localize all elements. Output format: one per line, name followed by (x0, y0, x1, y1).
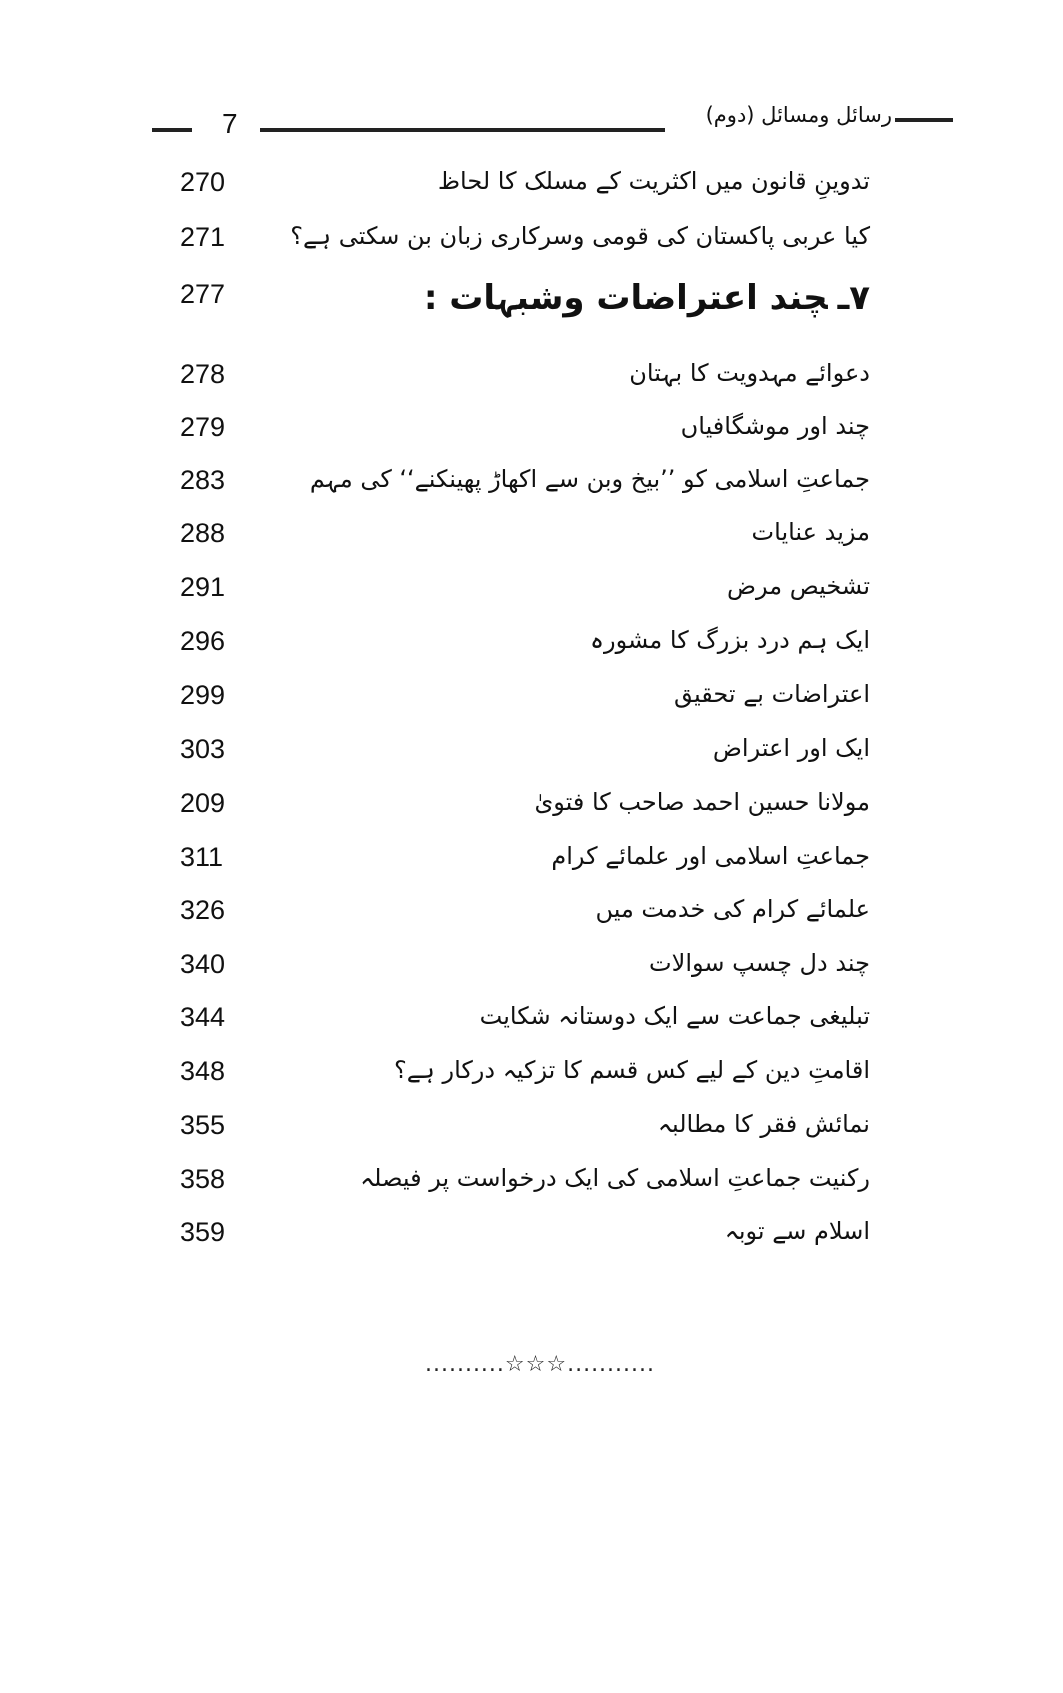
toc-title: اعتراضات بے تحقیق (674, 680, 870, 708)
toc-title: چند دل چسپ سوالات (649, 949, 870, 977)
toc-page-number: 359 (180, 1217, 226, 1247)
toc-page-number: 340 (180, 949, 226, 979)
toc-title: اسلام سے توبہ (724, 1217, 870, 1245)
toc-page-number: 279 (180, 412, 226, 442)
toc-page-number: 303 (180, 734, 226, 764)
toc-page-number: 296 (180, 626, 226, 656)
toc-page-number: 270 (180, 167, 226, 197)
toc-title: مولانا حسین احمد صاحب کا فتویٰ (534, 788, 870, 816)
toc-title: دعوائے مہدویت کا بہتان (629, 359, 870, 387)
toc-title: مزید عنایات (751, 518, 870, 546)
toc-entry (170, 673, 870, 721)
toc-entry (170, 565, 870, 613)
section-number: ۷ـ (837, 278, 870, 318)
toc-entry (170, 1210, 870, 1258)
toc-title: چند اور موشگافیاں (680, 412, 870, 440)
section-end-ornament: ..........☆☆☆........... (424, 1352, 656, 1377)
toc-page-number: 291 (180, 572, 226, 602)
toc-title: ایک اور اعتراض (712, 734, 870, 762)
toc-entry (170, 458, 870, 506)
toc-title: جماعتِ اسلامی کو ’’بیخ وبن سے اکھاڑ پھینکنے‘‘ کی مہم (309, 465, 870, 493)
toc-title: تشخیص مرض (727, 572, 870, 600)
toc-title: اقامتِ دین کے لیے کس قسم کا تزکیہ درکار ہے؟ (393, 1056, 870, 1084)
toc-page-number: 288 (180, 518, 226, 548)
toc-page-number: 271 (180, 222, 226, 252)
toc-entry (170, 727, 870, 775)
toc-entry (170, 888, 870, 936)
toc-entry (170, 160, 870, 208)
toc-page-number: 209 (180, 788, 226, 818)
toc-entry (170, 835, 870, 883)
toc-title: تدوینِ قانون میں اکثریت کے مسلک کا لحاظ (437, 167, 870, 195)
toc-section-title (310, 270, 870, 326)
toc-page-number: 278 (180, 359, 226, 389)
toc-page-number: 355 (180, 1110, 226, 1140)
toc-title: جماعتِ اسلامی اور علمائے کرام (551, 842, 870, 870)
toc-entry (170, 215, 870, 263)
toc-title: کیا عربی پاکستان کی قومی وسرکاری زبان بن سکتی ہے؟ (290, 222, 870, 250)
book-title: رسائل ومسائل (دوم) (705, 103, 892, 127)
toc-page-number: 283 (180, 465, 226, 495)
toc-title: ایک ہم درد بزرگ کا مشورہ (589, 626, 870, 654)
toc-entry (170, 942, 870, 990)
toc-title: تبلیغی جماعت سے ایک دوستانہ شکایت (479, 1002, 870, 1030)
toc-page-number: 277 (180, 279, 226, 309)
page-number: 7 (222, 108, 238, 139)
toc-page-number: 299 (180, 680, 226, 710)
toc-section-heading (170, 272, 870, 320)
toc-entry (170, 405, 870, 453)
toc-page-number: 326 (180, 895, 226, 925)
toc-entry (170, 995, 870, 1043)
toc-entry (170, 511, 870, 559)
section-title-text: چند اعتراضات وشبہات : (423, 278, 828, 318)
toc-entry (170, 781, 870, 829)
toc-page-number: 348 (180, 1056, 226, 1086)
toc-title: نمائش فقر کا مطالبہ (657, 1110, 870, 1138)
toc-entry (170, 352, 870, 400)
toc-entry (170, 1103, 870, 1151)
toc-page-number: 311 (180, 842, 224, 872)
toc-entry (170, 1157, 870, 1205)
toc-title: علمائے کرام کی خدمت میں (595, 895, 870, 923)
toc-page-number: 344 (180, 1002, 226, 1032)
toc-page-number: 358 (180, 1164, 226, 1194)
toc-entry (170, 619, 870, 667)
toc-entry (170, 1049, 870, 1097)
toc-title: رکنیت جماعتِ اسلامی کی ایک درخواست پر فیصلہ (360, 1164, 870, 1192)
